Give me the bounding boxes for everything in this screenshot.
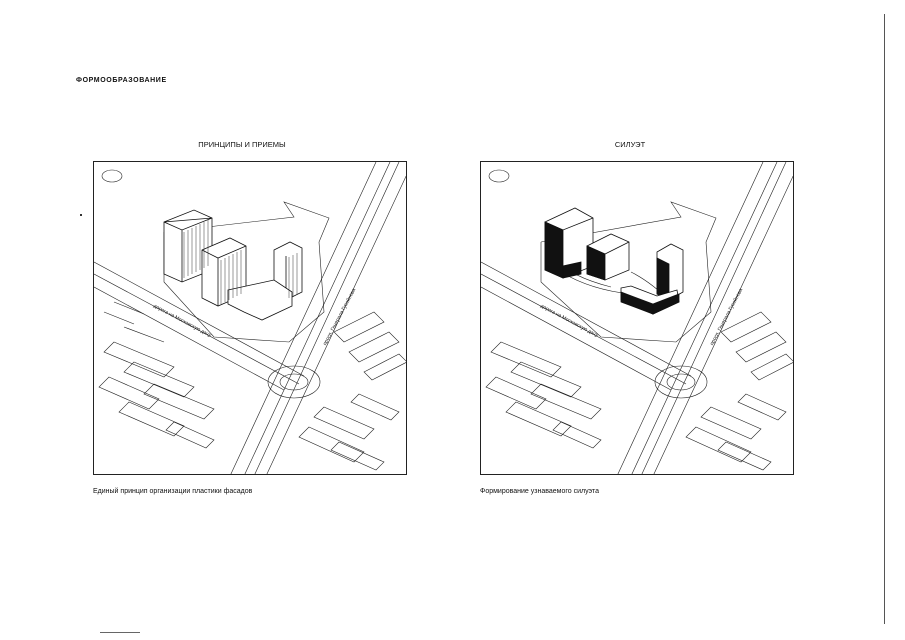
panel-principles-diagram: [93, 161, 407, 475]
north-arrow-icon: [489, 170, 509, 182]
scan-mark: [80, 214, 82, 216]
axonometric-plan-1: [94, 162, 407, 475]
sheet-edge-line: [884, 14, 885, 624]
north-arrow-icon: [102, 170, 122, 182]
panel-1-heading: ПРИНЦИПЫ И ПРИЕМЫ: [198, 140, 286, 149]
road-label-b: просп. Генерала Гусейнова: [322, 287, 358, 347]
axonometric-plan-2: [481, 162, 794, 475]
road-label-b: просп. Генерала Гусейнова: [709, 287, 745, 347]
panel-silhouette-diagram: [480, 161, 794, 475]
road-label-a: дорога на Московскую дачу: [539, 303, 599, 339]
panel-2-caption: Формирование узнаваемого силуэта: [480, 488, 599, 495]
panel-2-heading: СИЛУЭТ: [614, 140, 646, 149]
road-label-a: дорога на Московскую дачу: [152, 303, 212, 339]
sheet-title: ФОРМООБРАЗОВАНИЕ: [76, 77, 167, 84]
foot-mark: [100, 632, 140, 633]
panel-1-caption: Единый принцип организации пластики фасадов: [93, 488, 253, 495]
